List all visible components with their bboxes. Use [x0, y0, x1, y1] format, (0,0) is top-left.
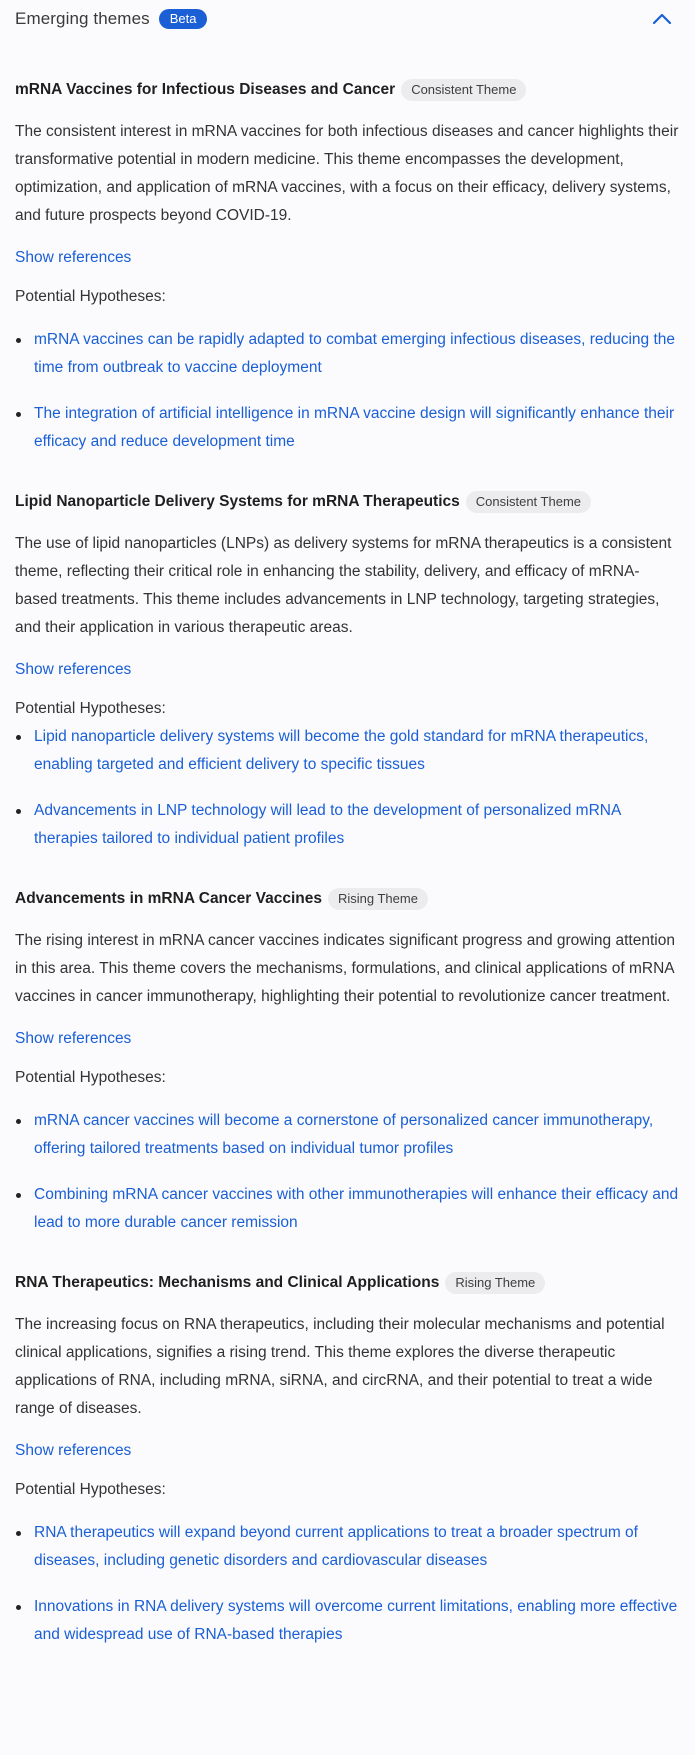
hypothesis-link[interactable]: Combining mRNA cancer vaccines with other immunotherapies will enhance their efficacy and lead to more durable cancer remission — [15, 1181, 679, 1237]
collapse-toggle-button[interactable] — [649, 7, 675, 31]
hypothesis-link[interactable]: Lipid nanoparticle delivery systems will become the gold standard for mRNA therapeutics, enabling targeted and efficient delivery to specific tissues — [15, 723, 679, 779]
show-references-link[interactable]: Show references — [15, 661, 132, 678]
chevron-up-icon — [652, 13, 672, 25]
theme-status-badge: Rising Theme — [328, 888, 428, 910]
show-references-link[interactable]: Show references — [15, 249, 132, 266]
show-references-link[interactable]: Show references — [15, 1030, 132, 1047]
theme-section — [15, 1271, 679, 1649]
hypotheses-label: Potential Hypotheses: — [15, 1481, 166, 1498]
panel-header — [15, 0, 679, 38]
theme-section — [15, 490, 679, 853]
theme-title-row — [15, 887, 679, 911]
hypothesis-link[interactable]: mRNA cancer vaccines will become a cornerstone of personalized cancer immunotherapy, offering tailored treatments based on individual tumor profiles — [15, 1107, 679, 1163]
theme-title: Lipid Nanoparticle Delivery Systems for mRNA Therapeutics — [15, 493, 460, 510]
theme-status-badge: Rising Theme — [445, 1272, 545, 1294]
panel-title: Emerging themes — [15, 9, 150, 28]
theme-title-row — [15, 490, 679, 514]
hypotheses-list — [15, 1107, 679, 1237]
hypotheses-list — [15, 723, 679, 853]
theme-description: The increasing focus on RNA therapeutics, including their molecular mechanisms and potential clinical applications, signifies a rising trend. This theme explores the diverse therapeutic applications of RNA, including mRNA, siRNA, and circRNA, and their potential to treat a wide range of diseases. — [15, 1316, 665, 1417]
hypotheses-label: Potential Hypotheses: — [15, 288, 166, 305]
hypotheses-list — [15, 1519, 679, 1649]
beta-badge: Beta — [159, 9, 208, 29]
theme-title-row — [15, 78, 679, 102]
hypothesis-link[interactable]: RNA therapeutics will expand beyond current applications to treat a broader spectrum of diseases, including genetic disorders and cardiovascular diseases — [15, 1519, 679, 1575]
hypothesis-link[interactable]: The integration of artificial intelligence in mRNA vaccine design will significantly enhance their efficacy and reduce development time — [15, 400, 679, 456]
theme-status-badge: Consistent Theme — [466, 491, 591, 513]
theme-title: Advancements in mRNA Cancer Vaccines — [15, 890, 322, 907]
show-references-link[interactable]: Show references — [15, 1442, 132, 1459]
theme-description: The rising interest in mRNA cancer vaccines indicates significant progress and growing attention in this area. This theme covers the mechanisms, formulations, and clinical applications of mRNA vaccines in cancer immunotherapy, highlighting their potential to revolutionize cancer treatment. — [15, 932, 675, 1005]
theme-title-row — [15, 1271, 679, 1295]
theme-title: mRNA Vaccines for Infectious Diseases and Cancer — [15, 81, 396, 98]
theme-status-badge: Consistent Theme — [401, 79, 526, 101]
theme-section — [15, 78, 679, 456]
hypotheses-label: Potential Hypotheses: — [15, 1069, 166, 1086]
hypotheses-label: Potential Hypotheses: — [15, 700, 166, 717]
hypothesis-link[interactable]: Innovations in RNA delivery systems will overcome current limitations, enabling more effective and widespread use of RNA-based therapies — [15, 1593, 679, 1649]
theme-section — [15, 887, 679, 1237]
theme-description: The consistent interest in mRNA vaccines for both infectious diseases and cancer highlights their transformative potential in modern medicine. This theme encompasses the development, optimization, and application of mRNA vaccines, with a focus on their efficacy, delivery systems, and future prospects beyond COVID-19. — [15, 123, 679, 224]
hypothesis-link[interactable]: mRNA vaccines can be rapidly adapted to combat emerging infectious diseases, reducing the time from outbreak to vaccine deployment — [15, 326, 679, 382]
hypothesis-link[interactable]: Advancements in LNP technology will lead to the development of personalized mRNA therapies tailored to individual patient profiles — [15, 797, 679, 853]
hypotheses-list — [15, 326, 679, 456]
theme-title: RNA Therapeutics: Mechanisms and Clinical Applications — [15, 1274, 440, 1291]
theme-description: The use of lipid nanoparticles (LNPs) as delivery systems for mRNA therapeutics is a consistent theme, reflecting their critical role in enhancing the stability, delivery, and efficacy of mRNA-based treatments. This theme includes advancements in LNP technology, targeting strategies, and their application in various therapeutic areas. — [15, 535, 672, 636]
